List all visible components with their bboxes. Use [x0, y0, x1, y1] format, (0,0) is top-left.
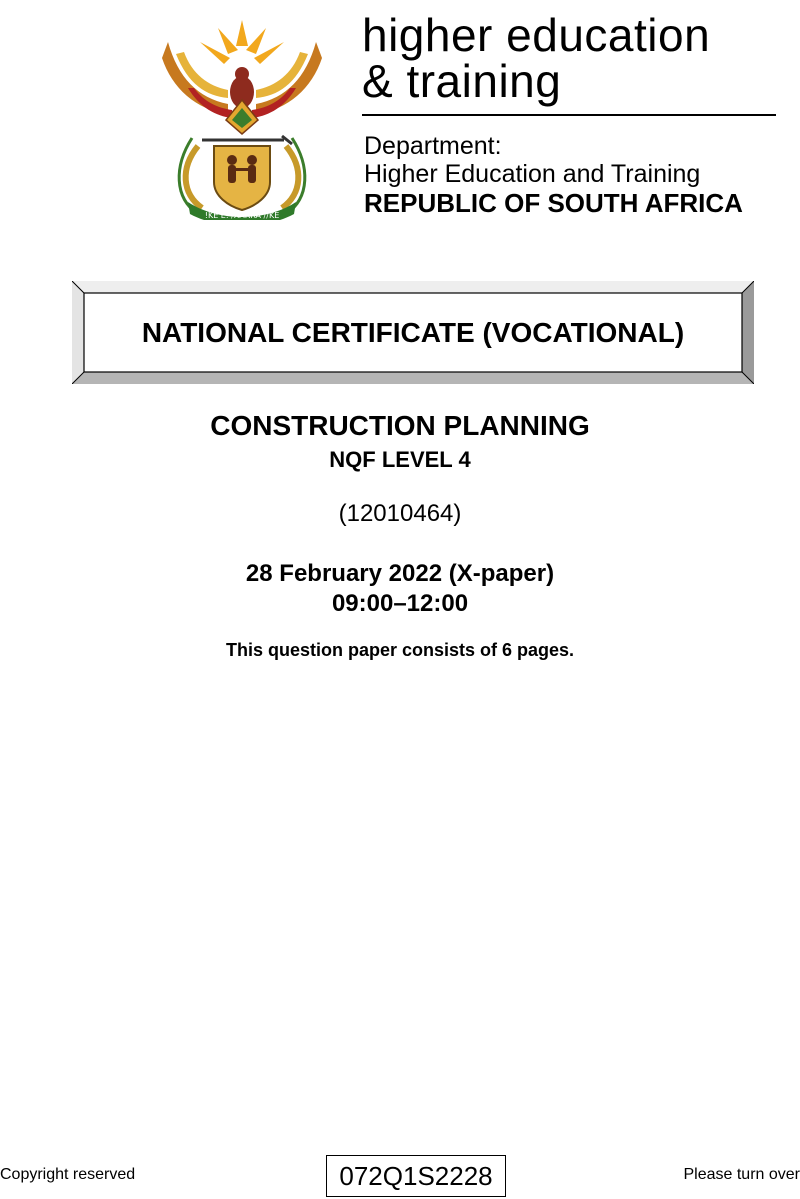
coat-motto-text: !KE E: /XARRA //KE — [204, 211, 280, 220]
certificate-title: NATIONAL CERTIFICATE (VOCATIONAL) — [141, 316, 685, 348]
brand-divider — [362, 114, 776, 116]
department-name: Higher Education and Training — [364, 160, 701, 188]
page-count-note: This question paper consists of 6 pages. — [225, 640, 575, 660]
department-branding — [362, 9, 782, 218]
copyright-notice: Copyright reserved — [0, 1166, 136, 1183]
exam-date: 28 February 2022 (X-paper) — [245, 560, 555, 587]
department-label: Department: — [364, 132, 502, 160]
brand-line-2: & training — [362, 55, 562, 107]
nqf-level: NQF LEVEL 4 — [329, 447, 471, 472]
subject-code: (12010464) — [338, 500, 462, 527]
coat-of-arms-logo — [158, 18, 326, 220]
exam-time: 09:00–12:00 — [331, 590, 469, 617]
brand-line-1: higher education — [362, 9, 711, 61]
paper-code-box: 072Q1S2228 — [326, 1155, 506, 1197]
turn-over-note: Please turn over — [683, 1166, 800, 1183]
subject-title: CONSTRUCTION PLANNING — [210, 410, 590, 441]
country-name: REPUBLIC OF SOUTH AFRICA — [364, 188, 743, 218]
